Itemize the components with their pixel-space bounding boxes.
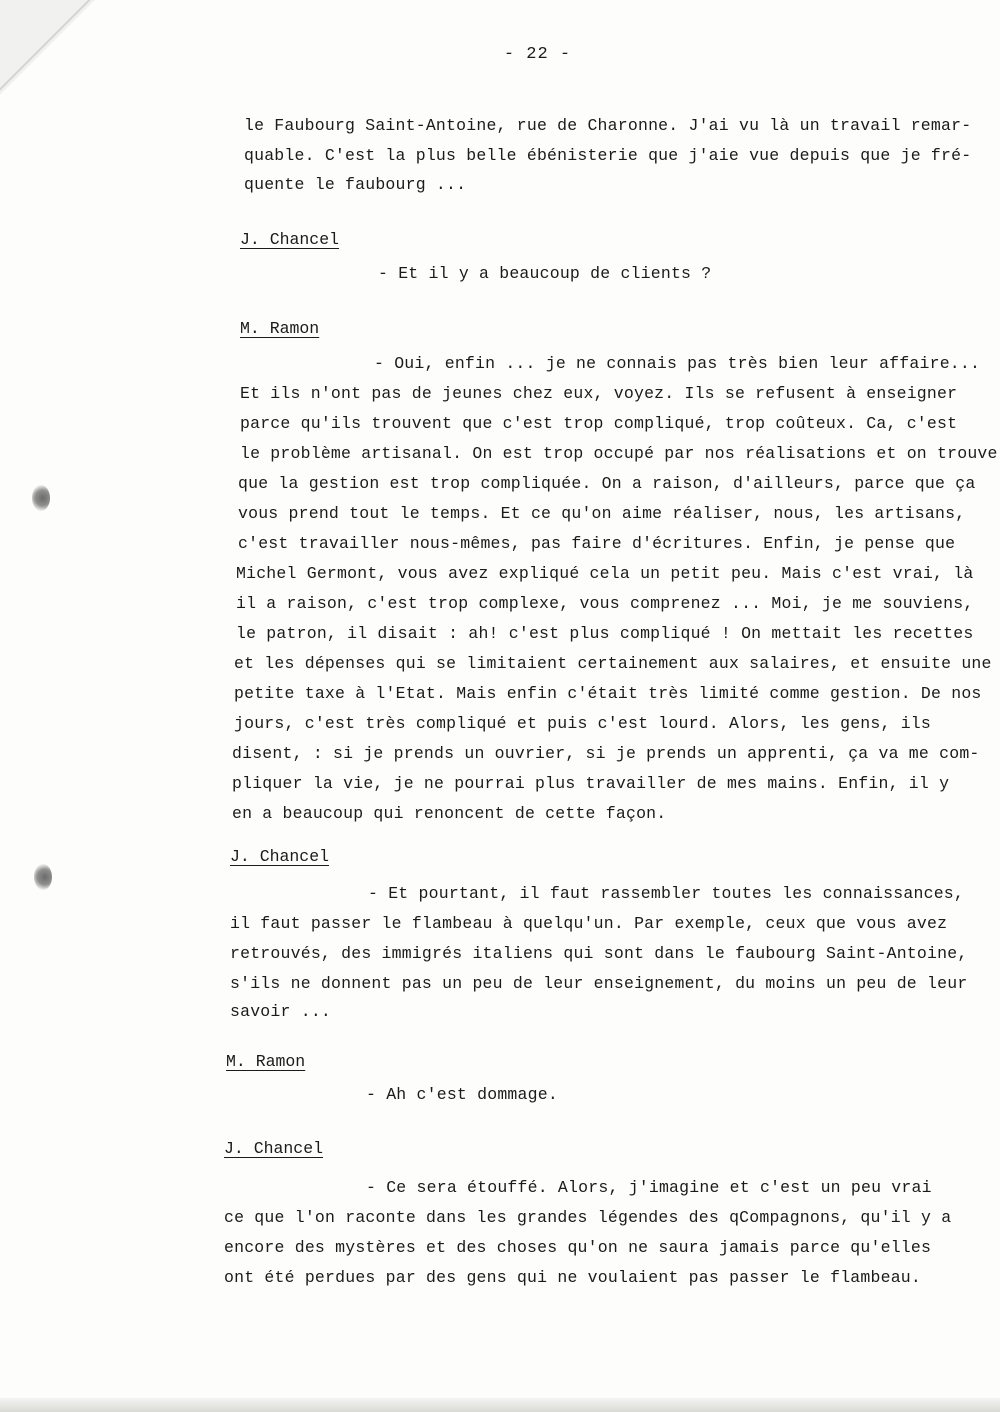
text-line: savoir ... — [230, 1002, 332, 1021]
page-bottom-edge — [0, 1398, 1000, 1412]
text-line: parce qu'ils trouvent que c'est trop compliqué, trop coûteux. Ca, c'est — [240, 414, 958, 433]
speaker-label: J. Chancel — [224, 1139, 324, 1158]
speaker-label: J. Chancel — [230, 847, 330, 866]
text-line: - Ah c'est dommage. — [366, 1085, 558, 1104]
text-line: c'est travailler nous-mêmes, pas faire d'écritures. Enfin, je pense que — [238, 534, 956, 553]
text-line: - Et il y a beaucoup de clients ? — [378, 264, 712, 283]
text-line: jours, c'est très compliqué et puis c'est lourd. Alors, les gens, ils — [234, 714, 932, 733]
text-line: - Et pourtant, il faut rassembler toutes les connaissances, — [368, 884, 964, 903]
text-line: ont été perdues par des gens qui ne voulaient pas passer le flambeau. — [224, 1268, 922, 1287]
text-line: s'ils ne donnent pas un peu de leur enseignement, du moins un peu de leur — [230, 974, 968, 993]
text-line: il faut passer le flambeau à quelqu'un. Par exemple, ceux que vous avez — [230, 914, 948, 933]
text-line: pliquer la vie, je ne pourrai plus travailler de mes mains. Enfin, il y — [232, 774, 950, 793]
text-line: encore des mystères et des choses qu'on ne saura jamais parce qu'elles — [224, 1238, 932, 1257]
text-line: quable. C'est la plus belle ébénisterie que j'aie vue depuis que je fré- — [244, 146, 972, 165]
text-line: il a raison, c'est trop complexe, vous comprenez ... Moi, je me souviens, — [236, 594, 974, 613]
page-number: - 22 - — [503, 45, 572, 64]
text-line: le problème artisanal. On est trop occupé par nos réalisations et on trouve — [240, 444, 998, 463]
speaker-label: M. Ramon — [240, 319, 320, 338]
text-line: le Faubourg Saint-Antoine, rue de Charonne. J'ai vu là un travail remar- — [244, 116, 972, 135]
punch-hole-icon — [34, 864, 52, 890]
text-line: en a beaucoup qui renoncent de cette façon. — [232, 804, 667, 823]
text-line: petite taxe à l'Etat. Mais enfin c'était très limité comme gestion. De nos — [234, 684, 982, 703]
text-line: Et ils n'ont pas de jeunes chez eux, voyez. Ils se refusent à enseigner — [240, 384, 958, 403]
text-line: ce que l'on raconte dans les grandes légendes des qCompagnons, qu'il y a — [224, 1208, 952, 1227]
text-line: disent, : si je prends un ouvrier, si je prends un apprenti, ça va me com- — [232, 744, 980, 763]
text-line: Michel Germont, vous avez expliqué cela un petit peu. Mais c'est vrai, là — [236, 564, 974, 583]
speaker-label: J. Chancel — [240, 230, 340, 249]
text-line: retrouvés, des immigrés italiens qui sont dans le faubourg Saint-Antoine, — [230, 944, 968, 963]
text-line: et les dépenses qui se limitaient certainement aux salaires, et ensuite une — [234, 654, 992, 673]
punch-hole-icon — [32, 485, 50, 511]
text-line: que la gestion est trop compliquée. On a raison, d'ailleurs, parce que ça — [238, 474, 976, 493]
text-line: quente le faubourg ... — [244, 175, 467, 194]
text-line: - Ce sera étouffé. Alors, j'imagine et c'est un peu vrai — [366, 1178, 932, 1197]
speaker-label: M. Ramon — [226, 1052, 306, 1071]
text-line: vous prend tout le temps. Et ce qu'on aime réaliser, nous, les artisans, — [238, 504, 966, 523]
text-line: le patron, il disait : ah! c'est plus compliqué ! On mettait les recettes — [236, 624, 974, 643]
text-line: - Oui, enfin ... je ne connais pas très bien leur affaire... — [374, 354, 981, 373]
